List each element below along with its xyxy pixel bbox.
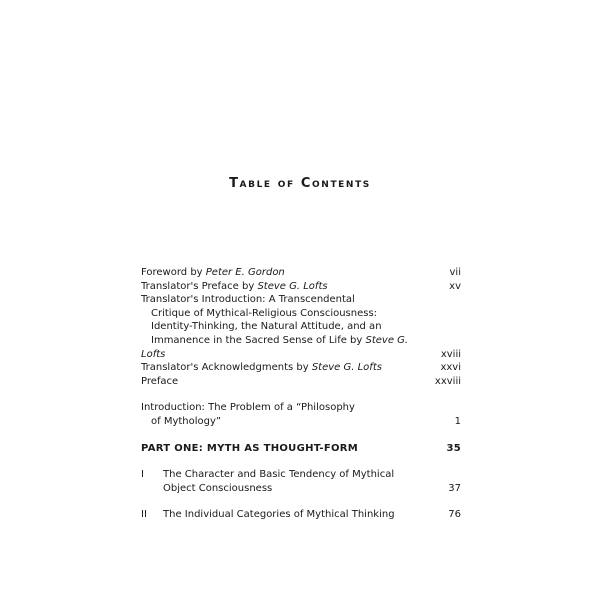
table-of-contents [141,266,461,522]
page-number: xviii [440,348,461,360]
toc-part-one[interactable] [141,442,461,456]
entry-author: Steve G. Lofts [257,280,328,292]
page-title: Table of Contents [229,176,371,191]
page-number: xxviii [434,375,461,387]
entry-title: Translator's Acknowledgments by [141,362,312,374]
entry-title-line: Identity-Thinking, the Natural Attitude, and an [151,321,382,333]
entry-title: Foreword by [141,267,206,278]
page-number: xxvi [440,362,461,374]
toc-entry-translators-introduction[interactable] [141,293,461,361]
spacer [141,495,461,508]
spacer [141,429,461,442]
entry-title-line: Translator's Introduction: A Transcendental [141,294,355,306]
page-number: 1 [454,415,461,427]
spacer [141,388,461,401]
entry-title: Preface [141,375,179,387]
entry-title-line: Introduction: The Problem of a “Philosophy [141,402,355,414]
page-number: 37 [448,482,461,494]
toc-entry-acknowledgments[interactable] [141,361,461,375]
entry-title-line: Immanence in the Sacred Sense of Life by [151,334,366,346]
page-number: 35 [446,442,461,454]
toc-entry-translators-preface[interactable] [141,280,461,294]
chapter-number: I [141,469,144,481]
toc-entry-introduction[interactable] [141,401,461,428]
toc-chapter-1[interactable] [141,468,461,495]
spacer [141,455,461,468]
entry-author: Steve G. Lofts [311,362,382,374]
entry-author: Peter E. Gordon [205,267,285,278]
entry-title-line: Critique of Mythical-Religious Consciousness: [151,307,378,319]
chapter-number: II [141,509,147,521]
toc-entry-preface[interactable] [141,375,461,389]
entry-title-line: The Character and Basic Tendency of Mythical [163,469,395,481]
toc-entry-foreword[interactable] [141,266,461,280]
entry-title-line: of Mythology” [151,415,222,427]
page-number: xv [449,280,461,292]
page-number: vii [449,267,461,278]
part-title: PART ONE: MYTH AS THOUGHT-FORM [141,442,359,454]
entry-author: Steve G. Lofts [141,334,409,360]
toc-chapter-2[interactable] [141,508,461,522]
entry-title-line: The Individual Categories of Mythical Thinking [163,509,395,521]
entry-title: Translator's Preface by [141,280,258,292]
page-number: 76 [448,509,461,521]
entry-title-line: Object Consciousness [163,482,273,494]
